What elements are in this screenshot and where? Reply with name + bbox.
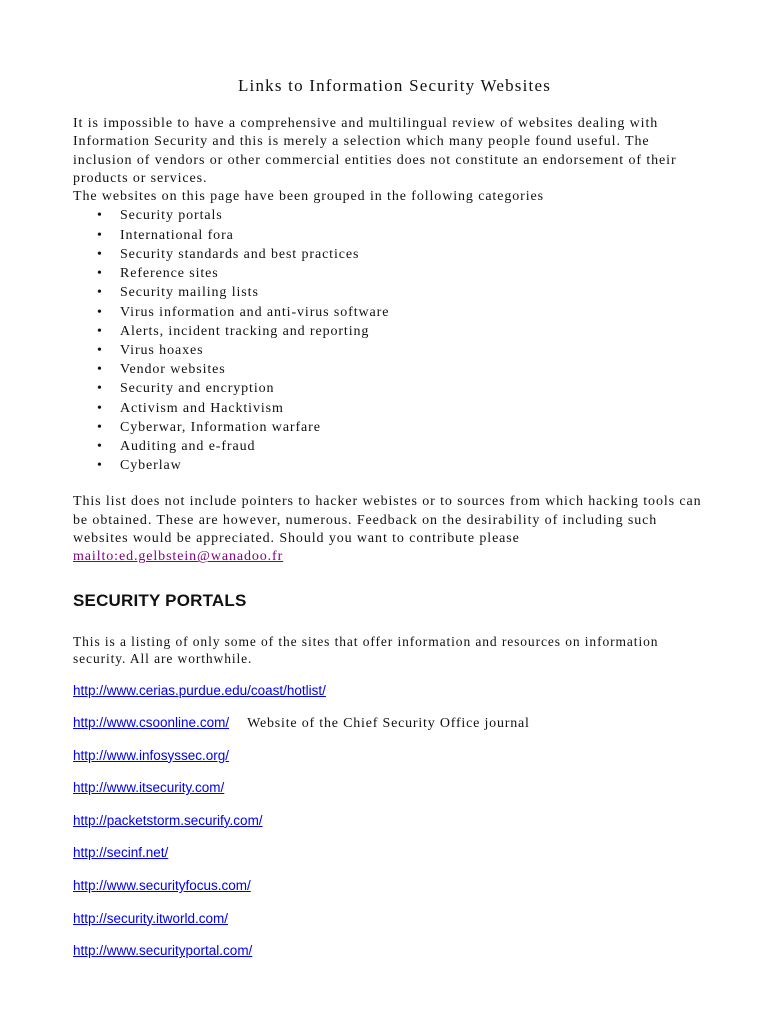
category-item: • International fora bbox=[73, 226, 708, 245]
bullet-icon: • bbox=[97, 304, 103, 320]
disclaimer-text: This list does not include pointers to hacker webistes or to sources from which hacking tools can be obtained. These are however, numerous. Feedback on the desirability of including such websites would be appreciated. Should you want to contribute please bbox=[73, 494, 702, 546]
disclaimer-paragraph bbox=[73, 493, 708, 566]
bullet-icon: • bbox=[97, 285, 103, 301]
portal-link[interactable]: http://www.itsecurity.com/ bbox=[73, 780, 225, 796]
categories-lead: The websites on this page have been grouped in the following categories bbox=[73, 189, 544, 205]
portal-link[interactable]: http://www.cerias.purdue.edu/coast/hotlist/ bbox=[73, 682, 326, 698]
category-item: • Cyberwar, Information warfare bbox=[73, 418, 708, 437]
portal-link[interactable]: http://packetstorm.securify.com/ bbox=[73, 812, 263, 828]
category-item: • Auditing and e-fraud bbox=[73, 437, 708, 456]
bullet-icon: • bbox=[97, 438, 103, 454]
bullet-icon: • bbox=[97, 342, 103, 358]
category-list bbox=[73, 206, 708, 475]
category-item: • Reference sites bbox=[73, 264, 708, 283]
category-item: • Virus hoaxes bbox=[73, 341, 708, 360]
link-description: Website of the Chief Security Office journal bbox=[247, 716, 530, 732]
page-title: Links to Information Security Websites bbox=[237, 76, 552, 95]
link-item bbox=[73, 877, 708, 910]
bullet-icon: • bbox=[97, 381, 103, 397]
category-item: • Cyberlaw bbox=[73, 456, 708, 475]
bullet-icon: • bbox=[97, 266, 103, 282]
intro-paragraph: It is impossible to have a comprehensive and multilingual review of websites dealing with Information Security and this is merely a selection which many people found useful. The inclusion of vendors or other commercial entities does not constitute an endorsement of their products or services. bbox=[73, 116, 677, 186]
category-item: • Vendor websites bbox=[73, 360, 708, 379]
category-item: • Virus information and anti-virus software bbox=[73, 303, 708, 322]
link-item bbox=[73, 942, 708, 975]
bullet-icon: • bbox=[97, 208, 103, 224]
bullet-icon: • bbox=[97, 362, 103, 378]
portal-link[interactable]: http://www.infosyssec.org/ bbox=[73, 747, 230, 763]
category-item: • Activism and Hacktivism bbox=[73, 399, 708, 418]
bullet-icon: • bbox=[97, 227, 103, 243]
portal-link[interactable]: http://security.itworld.com/ bbox=[73, 910, 229, 926]
portal-link[interactable]: http://www.securityportal.com/ bbox=[73, 943, 253, 959]
category-item: • Alerts, incident tracking and reporting bbox=[73, 322, 708, 341]
link-item bbox=[73, 812, 708, 845]
portal-link-list bbox=[73, 682, 708, 975]
bullet-icon: • bbox=[97, 323, 103, 339]
bullet-icon: • bbox=[97, 419, 103, 435]
section-intro: This is a listing of only some of the sites that offer information and resources on information security. All are worthwhile. bbox=[73, 633, 659, 667]
portal-link[interactable]: http://www.csoonline.com/ bbox=[73, 715, 230, 731]
portal-link[interactable]: http://www.securityfocus.com/ bbox=[73, 878, 251, 894]
link-item bbox=[73, 714, 708, 747]
link-item bbox=[73, 779, 708, 812]
category-item: • Security portals bbox=[73, 206, 708, 225]
portal-link[interactable]: http://secinf.net/ bbox=[73, 845, 169, 861]
bullet-icon: • bbox=[97, 246, 103, 262]
bullet-icon: • bbox=[97, 400, 103, 416]
section-heading-security-portals: SECURITY PORTALS bbox=[73, 590, 247, 610]
category-item: • Security mailing lists bbox=[73, 283, 708, 302]
link-item bbox=[73, 747, 708, 780]
link-item bbox=[73, 682, 708, 715]
category-item: • Security standards and best practices bbox=[73, 245, 708, 264]
bullet-icon: • bbox=[97, 458, 103, 474]
contact-email-link[interactable]: mailto:ed.gelbstein@wanadoo.fr bbox=[73, 549, 284, 565]
link-item bbox=[73, 910, 708, 943]
category-item: • Security and encryption bbox=[73, 379, 708, 398]
link-item bbox=[73, 844, 708, 877]
